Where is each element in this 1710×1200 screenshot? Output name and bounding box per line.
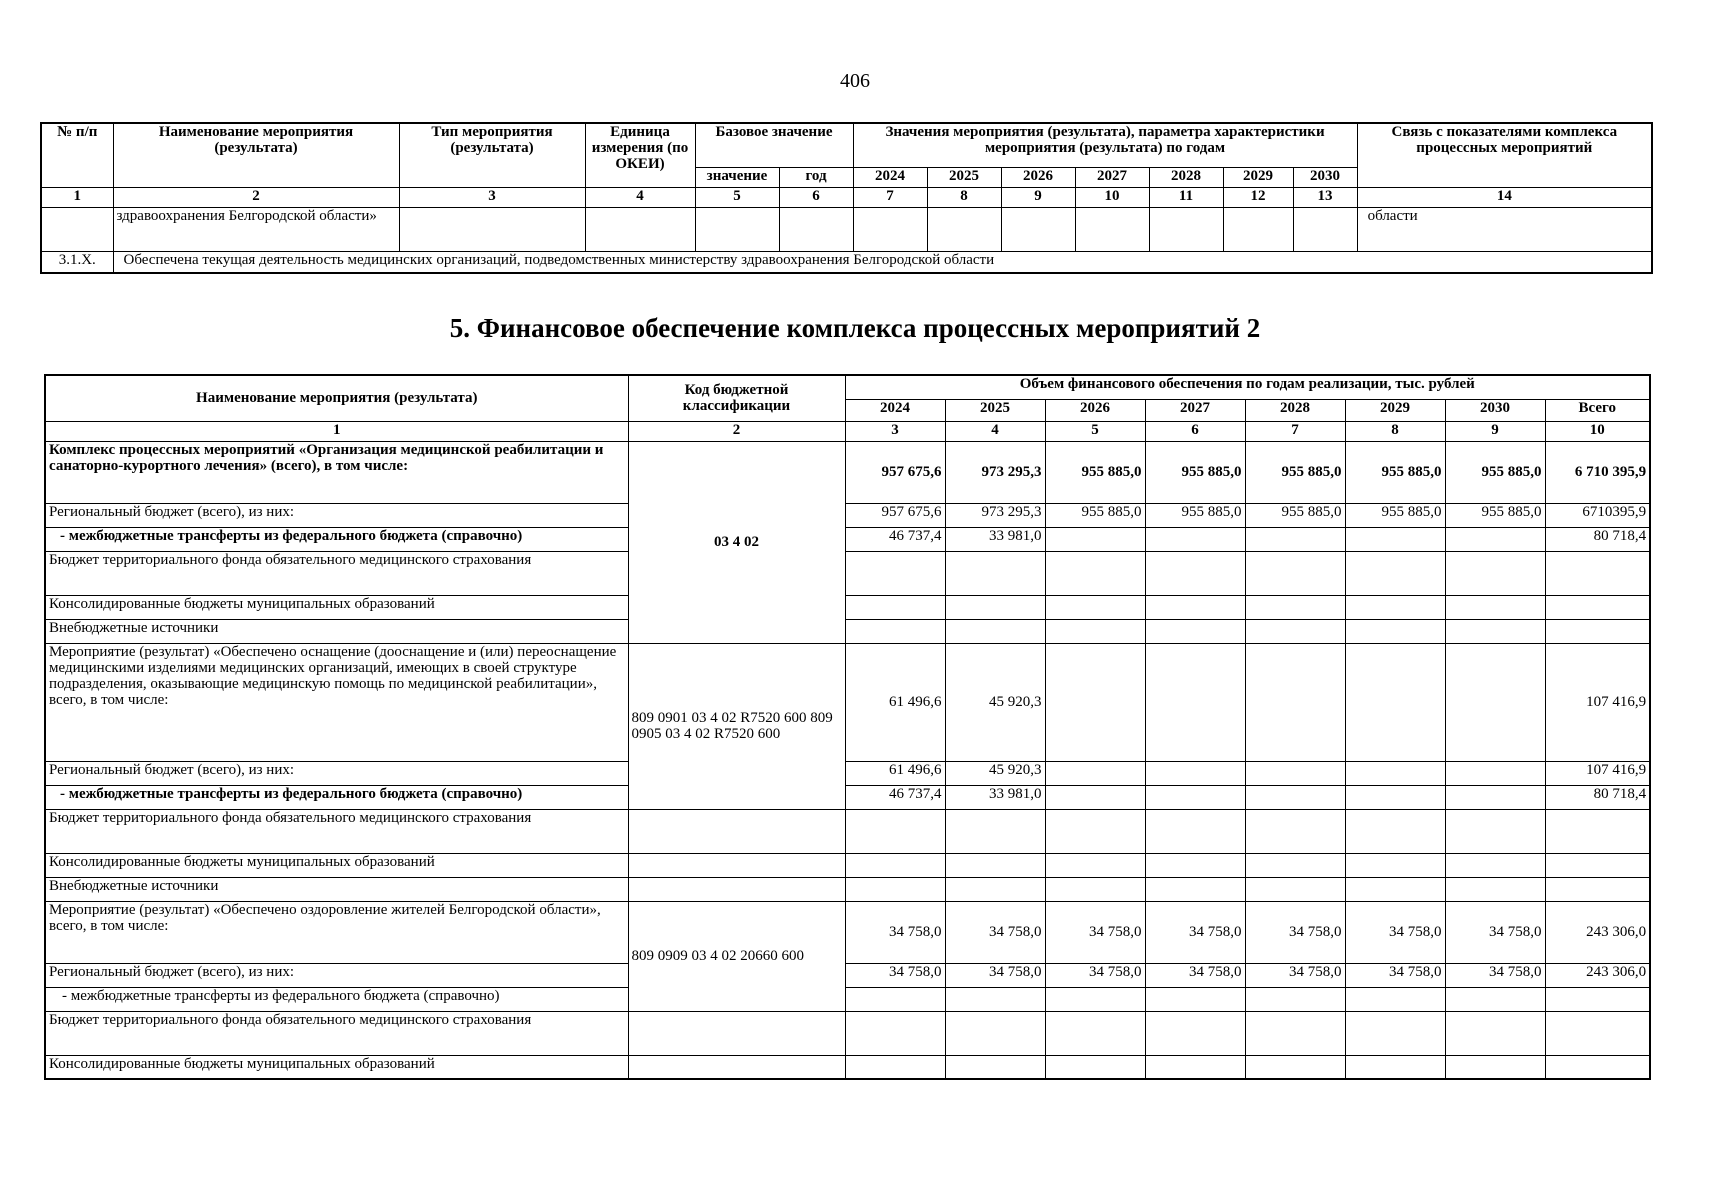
- value-cell: [1245, 1011, 1345, 1055]
- col-number: 10: [1545, 421, 1650, 441]
- value-cell: [1245, 785, 1345, 809]
- value-cell: [1145, 619, 1245, 643]
- value-cell: [1345, 1055, 1445, 1079]
- value-cell: [1045, 761, 1145, 785]
- value-cell: [1545, 1011, 1650, 1055]
- header-code: Код бюджетной классификации: [628, 375, 845, 421]
- value-cell: [1545, 853, 1650, 877]
- value-cell: [1045, 809, 1145, 853]
- header-base-value: значение: [695, 167, 779, 187]
- row-label: Мероприятие (результат) «Обеспечено оснащение (дооснащение и (или) переоснащение медицинскими изделиями медицинских организаций, имеющих в своей структуре подразделения, оказывающие медицинскую помощь по медицинской реабилитации», всего, в том числе:: [45, 643, 628, 761]
- budget-code: 809 0901 03 4 02 R7520 600 809 0905 03 4 02 R7520 600: [628, 643, 845, 809]
- value-cell: [1445, 809, 1545, 853]
- section-title: 5. Финансовое обеспечение комплекса процессных мероприятий 2: [449, 313, 1261, 343]
- header-year: 2027: [1075, 167, 1149, 187]
- header-volume: Объем финансового обеспечения по годам реализации, тыс. рублей: [845, 375, 1650, 399]
- col-number: 7: [853, 187, 927, 207]
- value-cell: 34 758,0: [945, 963, 1045, 987]
- value-cell: [1045, 853, 1145, 877]
- value-cell: 955 885,0: [1345, 441, 1445, 503]
- header-year: 2025: [927, 167, 1001, 187]
- value-cell: [1545, 1055, 1650, 1079]
- value-cell: [1245, 551, 1345, 595]
- value-cell: [1445, 877, 1545, 901]
- row-label: Региональный бюджет (всего), из них:: [45, 963, 628, 987]
- value-cell: [1545, 619, 1650, 643]
- header-year: 2026: [1045, 399, 1145, 421]
- table-row: [45, 551, 1650, 595]
- col-number: 4: [585, 187, 695, 207]
- value-cell: [1045, 877, 1145, 901]
- col-number: 7: [1245, 421, 1345, 441]
- value-cell: [1445, 987, 1545, 1011]
- header-name: Наименование мероприятия (результата): [113, 123, 399, 187]
- value-cell: [945, 1011, 1045, 1055]
- value-cell: 46 737,4: [845, 785, 945, 809]
- table-row: [45, 441, 1650, 503]
- value-cell: [1345, 809, 1445, 853]
- value-cell: [945, 987, 1045, 1011]
- value-cell: 33 981,0: [945, 527, 1045, 551]
- column-numbers-row: [41, 187, 1652, 207]
- value-cell: [945, 1055, 1045, 1079]
- header-year: 2027: [1145, 399, 1245, 421]
- value-cell: [845, 551, 945, 595]
- header-base-year: год: [779, 167, 853, 187]
- empty-code-cell: [628, 877, 845, 901]
- value-cell: [1245, 643, 1345, 761]
- value-cell: [1245, 853, 1345, 877]
- value-cell: 973 295,3: [945, 503, 1045, 527]
- header-year: 2024: [853, 167, 927, 187]
- col-number: 6: [1145, 421, 1245, 441]
- value-cell: 45 920,3: [945, 761, 1045, 785]
- value-cell: [1045, 987, 1145, 1011]
- indicators-table: [40, 122, 1653, 274]
- value-cell: [1045, 1011, 1145, 1055]
- col-number: 2: [628, 421, 845, 441]
- row-label: Консолидированные бюджеты муниципальных образований: [45, 853, 628, 877]
- col-number: 4: [945, 421, 1045, 441]
- value-cell: 34 758,0: [1145, 963, 1245, 987]
- value-cell: 34 758,0: [845, 901, 945, 963]
- header-unit: Единица измерения (по ОКЕИ): [585, 123, 695, 187]
- header-year: 2029: [1223, 167, 1293, 187]
- value-cell: [1545, 877, 1650, 901]
- value-cell: [1345, 987, 1445, 1011]
- value-cell: [1445, 619, 1545, 643]
- col-number: 14: [1357, 187, 1652, 207]
- empty-code-cell: [628, 853, 845, 877]
- budget-code: 03 4 02: [628, 441, 845, 643]
- header-name: Наименование мероприятия (результата): [45, 375, 628, 421]
- value-cell: 973 295,3: [945, 441, 1045, 503]
- value-cell: 107 416,9: [1545, 761, 1650, 785]
- value-cell: [845, 853, 945, 877]
- value-cell: 955 885,0: [1145, 503, 1245, 527]
- value-cell: 34 758,0: [945, 901, 1045, 963]
- value-cell: 61 496,6: [845, 761, 945, 785]
- value-cell: [1245, 987, 1345, 1011]
- value-cell: 34 758,0: [1445, 963, 1545, 987]
- table-row: [45, 595, 1650, 619]
- col-number: 3: [399, 187, 585, 207]
- value-cell: 34 758,0: [1145, 901, 1245, 963]
- col-number: 2: [113, 187, 399, 207]
- value-cell: [1445, 595, 1545, 619]
- header-year: 2026: [1001, 167, 1075, 187]
- value-cell: [1145, 761, 1245, 785]
- value-cell: 955 885,0: [1445, 441, 1545, 503]
- value-cell: [945, 809, 1045, 853]
- value-cell: [1045, 551, 1145, 595]
- value-cell: [1245, 595, 1345, 619]
- table-row: [45, 987, 1650, 1011]
- value-cell: 34 758,0: [1245, 901, 1345, 963]
- value-cell: [945, 853, 1045, 877]
- table-row: [45, 809, 1650, 853]
- row-label: - межбюджетные трансферты из федерального бюджета (справочно): [45, 987, 628, 1011]
- value-cell: [1345, 527, 1445, 551]
- budget-code: 809 0909 03 4 02 20660 600: [628, 901, 845, 1011]
- value-cell: 80 718,4: [1545, 527, 1650, 551]
- header-link: Связь с показателями комплекса процессных мероприятий: [1357, 123, 1652, 187]
- value-cell: [1245, 619, 1345, 643]
- value-cell: 955 885,0: [1445, 503, 1545, 527]
- row-label: Мероприятие (результат) «Обеспечено оздоровление жителей Белгородской области», всего, в том числе:: [45, 901, 628, 963]
- value-cell: 957 675,6: [845, 503, 945, 527]
- value-cell: [1445, 527, 1545, 551]
- col-number: 1: [45, 421, 628, 441]
- table-row: [45, 901, 1650, 963]
- value-cell: [1145, 527, 1245, 551]
- col-number: 3: [845, 421, 945, 441]
- header-total: Всего: [1545, 399, 1650, 421]
- value-cell: 955 885,0: [1345, 503, 1445, 527]
- value-cell: [1145, 987, 1245, 1011]
- value-cell: [1245, 809, 1345, 853]
- value-cell: [845, 809, 945, 853]
- value-cell: [845, 595, 945, 619]
- value-cell: 34 758,0: [1045, 901, 1145, 963]
- table-row: [45, 503, 1650, 527]
- value-cell: [1145, 1011, 1245, 1055]
- value-cell: [1445, 785, 1545, 809]
- value-cell: [1145, 853, 1245, 877]
- table-row: [45, 527, 1650, 551]
- header-type: Тип мероприятия (результата): [399, 123, 585, 187]
- value-cell: 107 416,9: [1545, 643, 1650, 761]
- col-number: 5: [695, 187, 779, 207]
- value-cell: [1345, 853, 1445, 877]
- value-cell: [1145, 595, 1245, 619]
- value-cell: [845, 1011, 945, 1055]
- value-cell: [1545, 551, 1650, 595]
- header-year: 2024: [845, 399, 945, 421]
- value-cell: [1245, 1055, 1345, 1079]
- row-link: области: [1357, 207, 1652, 251]
- col-number: 1: [41, 187, 113, 207]
- value-cell: 243 306,0: [1545, 901, 1650, 963]
- value-cell: [1245, 761, 1345, 785]
- value-cell: [1445, 853, 1545, 877]
- row-label: - межбюджетные трансферты из федерального бюджета (справочно): [45, 527, 628, 551]
- col-number: 8: [927, 187, 1001, 207]
- value-cell: [1345, 595, 1445, 619]
- table-row: [45, 643, 1650, 761]
- header-year: 2028: [1149, 167, 1223, 187]
- value-cell: [945, 619, 1045, 643]
- value-cell: [1245, 877, 1345, 901]
- row-name: здравоохранения Белгородской области»: [113, 207, 399, 251]
- value-cell: [1445, 1011, 1545, 1055]
- row-num: 3.1.Х.: [41, 251, 113, 273]
- col-number: 8: [1345, 421, 1445, 441]
- value-cell: [1045, 595, 1145, 619]
- row-label: Консолидированные бюджеты муниципальных образований: [45, 595, 628, 619]
- value-cell: [945, 551, 1045, 595]
- row-label: Региональный бюджет (всего), из них:: [45, 761, 628, 785]
- value-cell: [1545, 987, 1650, 1011]
- row-label: Внебюджетные источники: [45, 877, 628, 901]
- table-row: [45, 853, 1650, 877]
- value-cell: [845, 1055, 945, 1079]
- value-cell: 33 981,0: [945, 785, 1045, 809]
- value-cell: 46 737,4: [845, 527, 945, 551]
- empty-code-cell: [628, 1011, 845, 1055]
- header-year: 2029: [1345, 399, 1445, 421]
- row-text: Обеспечена текущая деятельность медицинских организаций, подведомственных министерству здравоохранения Белгородской области: [113, 251, 1652, 273]
- value-cell: 955 885,0: [1245, 503, 1345, 527]
- value-cell: [1345, 785, 1445, 809]
- value-cell: [1145, 1055, 1245, 1079]
- value-cell: 6710395,9: [1545, 503, 1650, 527]
- value-cell: 34 758,0: [1245, 963, 1345, 987]
- value-cell: [1145, 551, 1245, 595]
- row-label: Бюджет территориального фонда обязательного медицинского страхования: [45, 551, 628, 595]
- header-num: № п/п: [41, 123, 113, 187]
- value-cell: 955 885,0: [1245, 441, 1345, 503]
- value-cell: [1545, 809, 1650, 853]
- header-year: 2030: [1445, 399, 1545, 421]
- row-label: Региональный бюджет (всего), из них:: [45, 503, 628, 527]
- value-cell: [1345, 761, 1445, 785]
- table-row: [45, 761, 1650, 785]
- value-cell: 34 758,0: [1045, 963, 1145, 987]
- value-cell: 80 718,4: [1545, 785, 1650, 809]
- empty-code-cell: [628, 1055, 845, 1079]
- value-cell: [1345, 877, 1445, 901]
- table-row: [45, 619, 1650, 643]
- col-number: 9: [1445, 421, 1545, 441]
- value-cell: 955 885,0: [1045, 503, 1145, 527]
- value-cell: 34 758,0: [1345, 901, 1445, 963]
- table-row: [41, 207, 1652, 251]
- value-cell: [845, 877, 945, 901]
- table-row: [41, 251, 1652, 273]
- col-number: 10: [1075, 187, 1149, 207]
- col-number: 5: [1045, 421, 1145, 441]
- value-cell: 34 758,0: [1445, 901, 1545, 963]
- value-cell: [1245, 527, 1345, 551]
- value-cell: [1345, 1011, 1445, 1055]
- value-cell: 6 710 395,9: [1545, 441, 1650, 503]
- value-cell: 61 496,6: [845, 643, 945, 761]
- col-number: 6: [779, 187, 853, 207]
- value-cell: 243 306,0: [1545, 963, 1650, 987]
- value-cell: [1045, 785, 1145, 809]
- value-cell: 955 885,0: [1145, 441, 1245, 503]
- table-row: [45, 1011, 1650, 1055]
- value-cell: [1345, 551, 1445, 595]
- row-label: Бюджет территориального фонда обязательного медицинского страхования: [45, 809, 628, 853]
- value-cell: [945, 877, 1045, 901]
- col-number: 12: [1223, 187, 1293, 207]
- value-cell: [1145, 809, 1245, 853]
- header-year: 2028: [1245, 399, 1345, 421]
- value-cell: [1445, 1055, 1545, 1079]
- column-numbers-row: [45, 421, 1650, 441]
- table-row: [45, 785, 1650, 809]
- value-cell: 957 675,6: [845, 441, 945, 503]
- header-base: Базовое значение: [695, 123, 853, 167]
- value-cell: [1045, 619, 1145, 643]
- financing-table: [44, 374, 1651, 1080]
- table-row: [45, 1055, 1650, 1079]
- value-cell: [1445, 761, 1545, 785]
- value-cell: [1445, 643, 1545, 761]
- header-values: Значения мероприятия (результата), параметра характеристики мероприятия (результата) по годам: [853, 123, 1357, 167]
- header-year: 2025: [945, 399, 1045, 421]
- row-label: Комплекс процессных мероприятий «Организация медицинской реабилитации и санаторно-курортного лечения» (всего), в том числе:: [45, 441, 628, 503]
- value-cell: [1145, 785, 1245, 809]
- value-cell: [845, 619, 945, 643]
- value-cell: [1345, 643, 1445, 761]
- header-year: 2030: [1293, 167, 1357, 187]
- value-cell: [1445, 551, 1545, 595]
- value-cell: [1045, 527, 1145, 551]
- page-number: 406: [840, 70, 870, 92]
- value-cell: [1045, 643, 1145, 761]
- value-cell: [1045, 1055, 1145, 1079]
- col-number: 11: [1149, 187, 1223, 207]
- row-label: Внебюджетные источники: [45, 619, 628, 643]
- row-label: Бюджет территориального фонда обязательного медицинского страхования: [45, 1011, 628, 1055]
- row-label: - межбюджетные трансферты из федерального бюджета (справочно): [45, 785, 628, 809]
- table-row: [45, 963, 1650, 987]
- table-row: [45, 877, 1650, 901]
- value-cell: [1145, 643, 1245, 761]
- value-cell: 955 885,0: [1045, 441, 1145, 503]
- col-number: 13: [1293, 187, 1357, 207]
- value-cell: [1345, 619, 1445, 643]
- value-cell: 45 920,3: [945, 643, 1045, 761]
- value-cell: [945, 595, 1045, 619]
- value-cell: [845, 987, 945, 1011]
- value-cell: 34 758,0: [845, 963, 945, 987]
- col-number: 9: [1001, 187, 1075, 207]
- value-cell: [1545, 595, 1650, 619]
- value-cell: [1145, 877, 1245, 901]
- value-cell: 34 758,0: [1345, 963, 1445, 987]
- row-label: Консолидированные бюджеты муниципальных образований: [45, 1055, 628, 1079]
- empty-code-cell: [628, 809, 845, 853]
